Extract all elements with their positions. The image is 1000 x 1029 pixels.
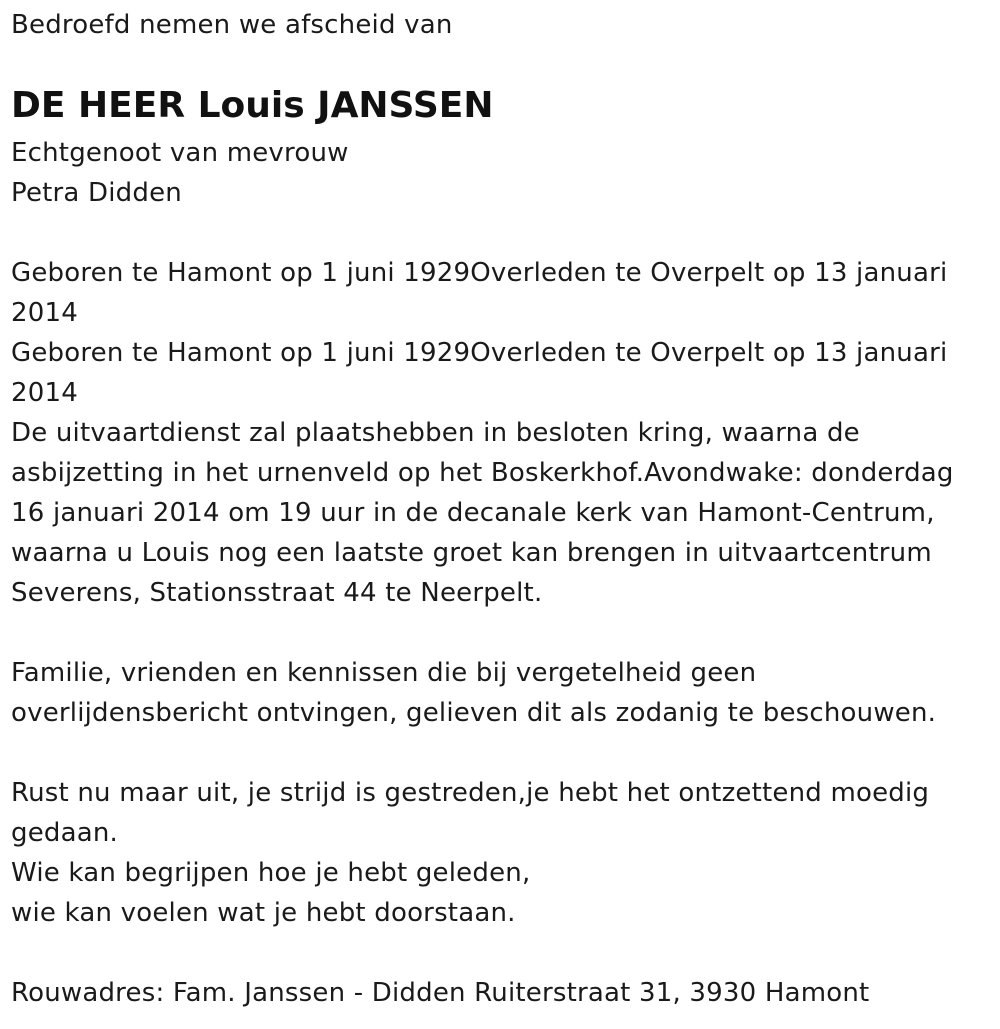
deceased-name: DE HEER Louis JANSSEN bbox=[11, 85, 494, 126]
notice-line-1: Familie, vrienden en kennissen die bij vergetelheid geen bbox=[11, 658, 757, 688]
notice-line-2: overlijdensbericht ontvingen, gelieven dit als zodanig te beschouwen. bbox=[11, 698, 937, 728]
spouse-line-2: Petra Didden bbox=[11, 178, 182, 208]
poem-line-3: Wie kan begrijpen hoe je hebt geleden, bbox=[11, 858, 531, 888]
life-dates-1-line-2: 2014 bbox=[11, 298, 78, 328]
life-dates-2-line-2: 2014 bbox=[11, 378, 78, 408]
mourning-address: Rouwadres: Fam. Janssen - Didden Ruiterstraat 31, 3930 Hamont bbox=[11, 978, 870, 1008]
poem-line-1: Rust nu maar uit, je strijd is gestreden,je hebt het ontzettend moedig bbox=[11, 778, 930, 808]
poem-line-2: gedaan. bbox=[11, 818, 119, 848]
life-dates-2-line-1: Geboren te Hamont op 1 juni 1929Overleden te Overpelt op 13 januari bbox=[11, 338, 948, 368]
intro-text: Bedroefd nemen we afscheid van bbox=[11, 10, 453, 40]
poem-line-4: wie kan voelen wat je hebt doorstaan. bbox=[11, 898, 516, 928]
ceremony-line-5: Severens, Stationsstraat 44 te Neerpelt. bbox=[11, 578, 543, 608]
ceremony-line-3: 16 januari 2014 om 19 uur in de decanale kerk van Hamont-Centrum, bbox=[11, 498, 935, 528]
life-dates-1-line-1: Geboren te Hamont op 1 juni 1929Overleden te Overpelt op 13 januari bbox=[11, 258, 948, 288]
spouse-line-1: Echtgenoot van mevrouw bbox=[11, 138, 349, 168]
ceremony-line-4: waarna u Louis nog een laatste groet kan brengen in uitvaartcentrum bbox=[11, 538, 932, 568]
ceremony-line-1: De uitvaartdienst zal plaatshebben in besloten kring, waarna de bbox=[11, 418, 860, 448]
ceremony-line-2: asbijzetting in het urnenveld op het Boskerkhof.Avondwake: donderdag bbox=[11, 458, 954, 488]
